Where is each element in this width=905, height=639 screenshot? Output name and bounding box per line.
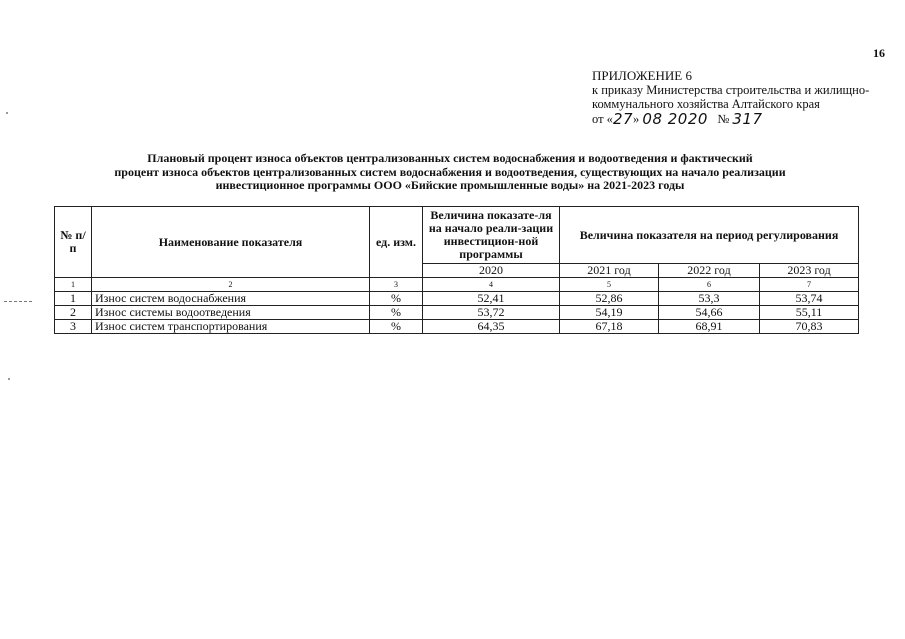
table-row — [55, 320, 859, 334]
header-num: № п/п — [55, 207, 92, 278]
title-line-2: процент износа объектов централизованных систем водоснабжения и водоотведения, существующих на начало реализации — [114, 164, 786, 179]
row-value-2021: 54,19 — [560, 306, 659, 320]
row-num: 2 — [55, 306, 92, 320]
order-day-handwritten: 27 — [612, 110, 634, 128]
header-row — [55, 207, 859, 264]
row-value-2022: 53,3 — [659, 292, 760, 306]
year-2020: 2020 — [423, 264, 560, 278]
header-start-value: Величина показате-ля на начало реали-зации инвестицион-ной программы — [423, 207, 560, 264]
header-name: Наименование показателя — [92, 207, 370, 278]
row-value-2020: 52,41 — [423, 292, 560, 306]
row-name: Износ систем транспортирования — [92, 320, 370, 334]
row-value-2023: 70,83 — [760, 320, 859, 334]
header-unit: ед. изм. — [370, 207, 423, 278]
row-value-2022: 68,91 — [659, 320, 760, 334]
row-unit: % — [370, 306, 423, 320]
row-value-2021: 67,18 — [560, 320, 659, 334]
col-num-6: 6 — [659, 278, 760, 292]
row-value-2021: 52,86 — [560, 292, 659, 306]
scan-artifact-dot — [8, 378, 10, 380]
document-title — [60, 152, 840, 193]
year-2023: 2023 год — [760, 264, 859, 278]
col-num-3: 3 — [370, 278, 423, 292]
col-num-2: 2 — [92, 278, 370, 292]
col-num-5: 5 — [560, 278, 659, 292]
row-value-2023: 55,11 — [760, 306, 859, 320]
row-value-2023: 53,74 — [760, 292, 859, 306]
header-period-value: Величина показателя на период регулирования — [560, 207, 859, 264]
title-line-3: инвестиционное программы ООО «Бийские промышленные воды» на 2021-2023 годы — [215, 178, 685, 192]
row-name: Износ систем водоснабжения — [92, 292, 370, 306]
appendix-heading: ПРИЛОЖЕНИЕ 6 — [592, 68, 692, 83]
order-number-handwritten: 317 — [732, 110, 763, 128]
table-row — [55, 292, 859, 306]
row-num: 3 — [55, 320, 92, 334]
row-name: Износ системы водоотведения — [92, 306, 370, 320]
col-num-1: 1 — [55, 278, 92, 292]
row-num: 1 — [55, 292, 92, 306]
column-numbers-row — [55, 278, 859, 292]
scan-artifact-line — [4, 301, 32, 302]
table-row — [55, 306, 859, 320]
order-line — [592, 111, 869, 126]
wear-table — [54, 206, 859, 334]
title-line-1: Плановый процент износа объектов централизованных систем водоснабжения и водоотведения и фактический — [147, 151, 753, 165]
year-2022: 2022 год — [659, 264, 760, 278]
appendix-line-1: к приказу Министерства строительства и жилищно- — [592, 83, 870, 97]
appendix-line-2: коммунального хозяйства Алтайского края — [592, 97, 820, 111]
col-num-7: 7 — [760, 278, 859, 292]
row-unit: % — [370, 320, 423, 334]
order-mid: » — [633, 112, 643, 126]
order-number-sign: № — [717, 112, 730, 126]
row-unit: % — [370, 292, 423, 306]
order-date-handwritten: 08 2020 — [642, 110, 708, 128]
year-2021: 2021 год — [560, 264, 659, 278]
col-num-4: 4 — [423, 278, 560, 292]
row-value-2022: 54,66 — [659, 306, 760, 320]
row-value-2020: 64,35 — [423, 320, 560, 334]
order-prefix: от « — [592, 112, 613, 126]
appendix-block — [592, 69, 869, 126]
page-number: 16 — [873, 46, 885, 60]
row-value-2020: 53,72 — [423, 306, 560, 320]
scan-artifact-dot — [6, 112, 8, 114]
